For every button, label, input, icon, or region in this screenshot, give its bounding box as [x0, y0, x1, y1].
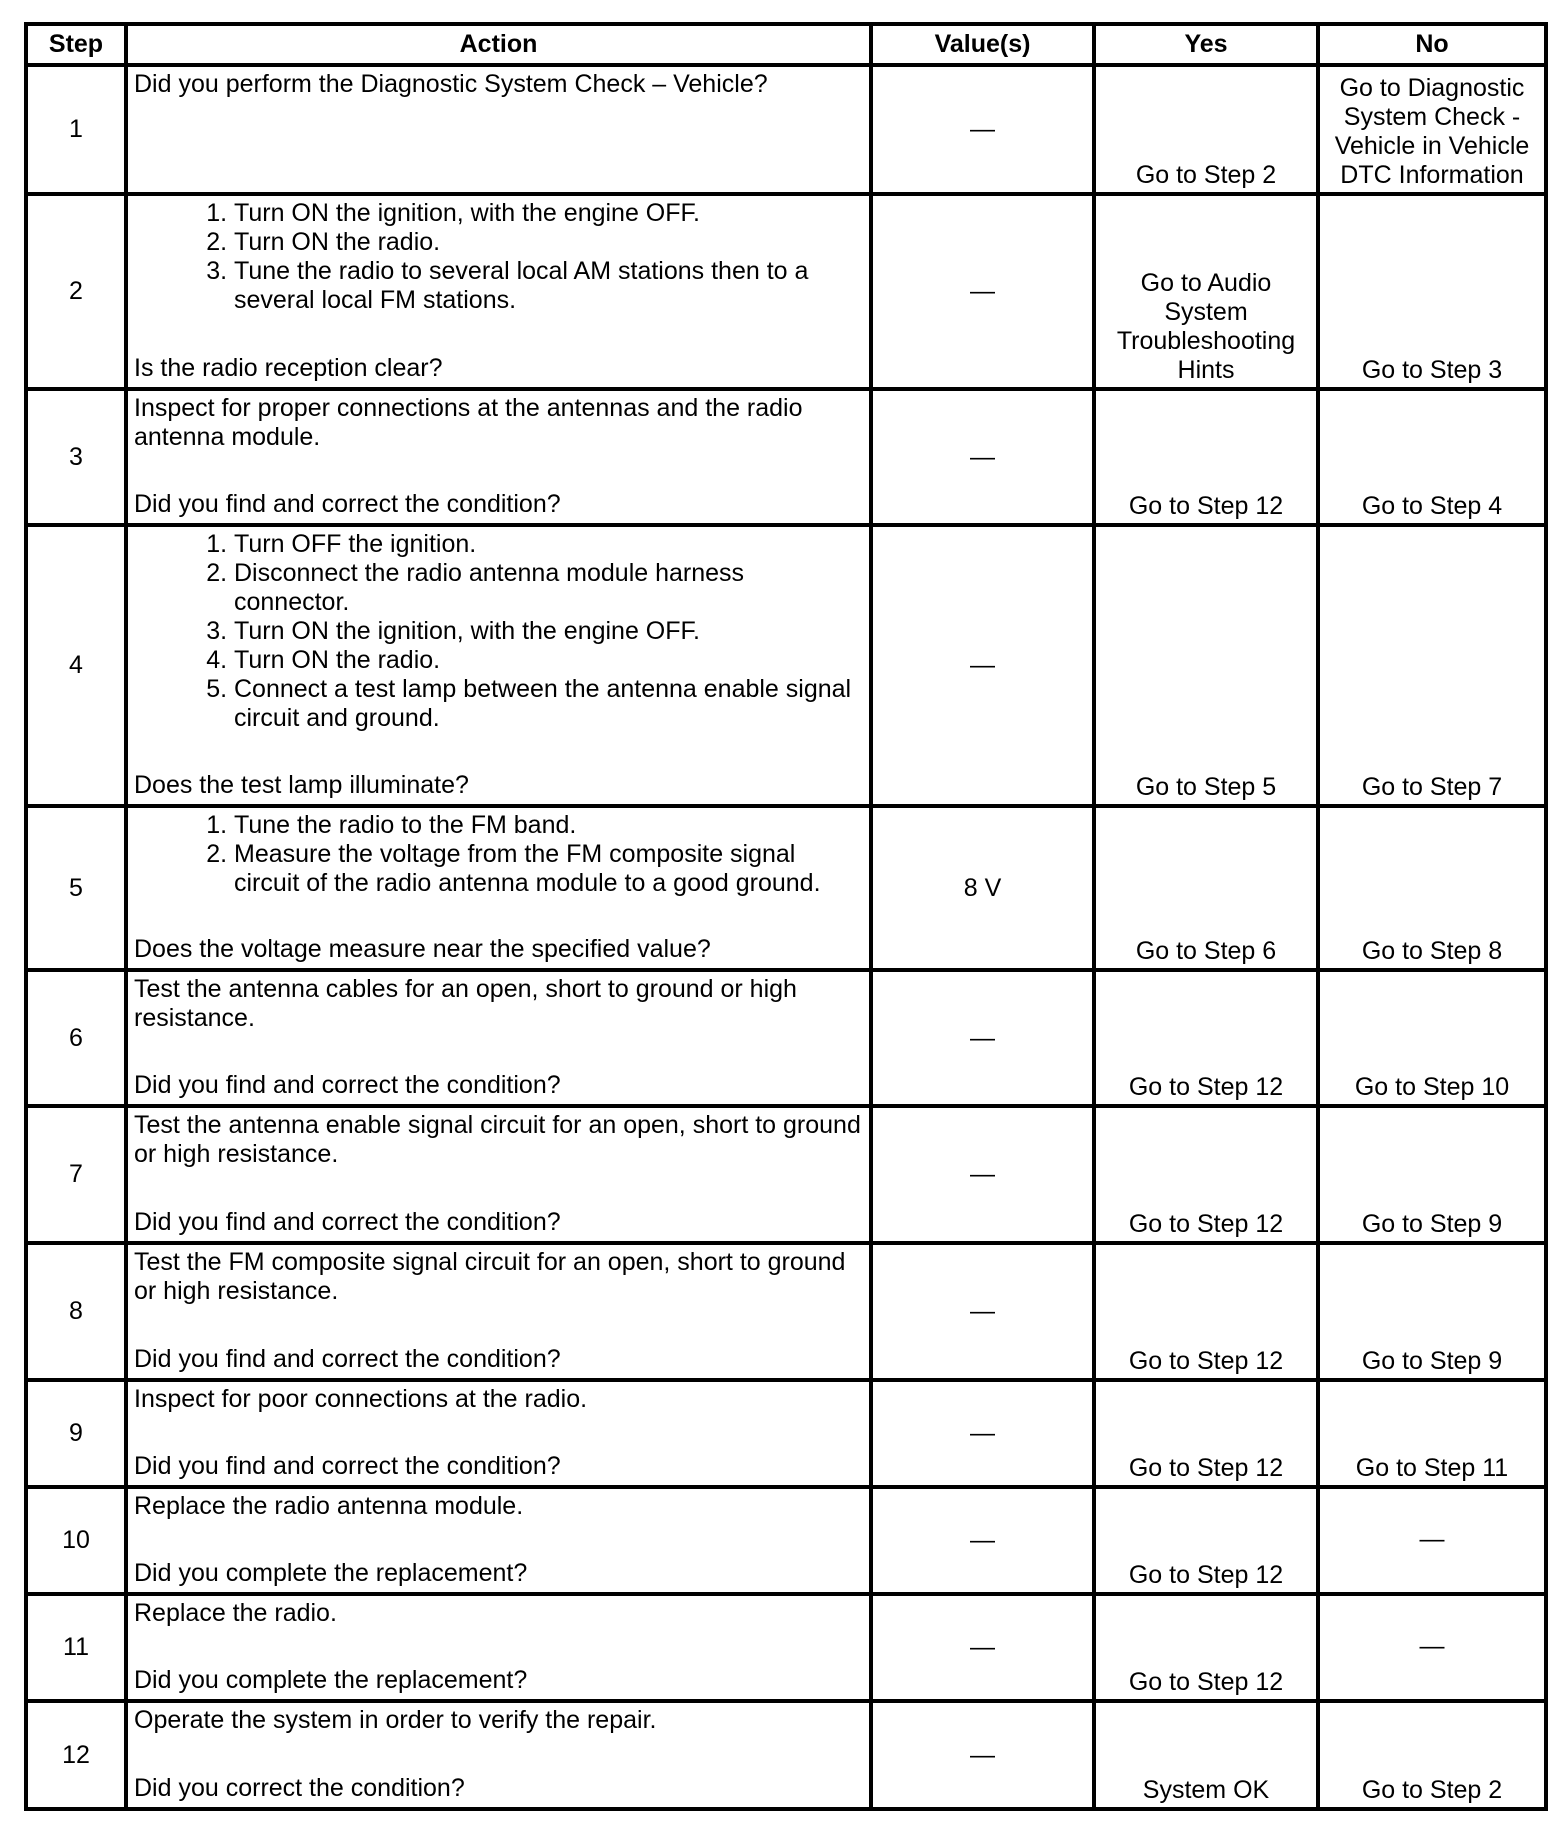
action-instruction: Replace the radio.	[134, 1599, 337, 1627]
diagnostic-table	[24, 22, 1548, 1811]
list-item: 1. Turn OFF the ignition.	[234, 530, 861, 559]
action-cell	[126, 970, 871, 1106]
header-step: Step	[26, 24, 126, 65]
yes-result: Go to Step 12	[1094, 1243, 1318, 1380]
table-row	[26, 1106, 1546, 1243]
no-result: —	[1318, 1594, 1546, 1701]
action-question: Did you find and correct the condition?	[134, 1071, 561, 1099]
no-result: Go to Diagnostic System Check - Vehicle in Vehicle DTC Information	[1318, 65, 1546, 194]
list-item: 2. Turn ON the radio.	[234, 228, 861, 257]
action-question: Does the test lamp illuminate?	[134, 771, 469, 799]
table-row	[26, 1594, 1546, 1701]
list-item: 3. Turn ON the ignition, with the engine OFF.	[234, 617, 861, 646]
action-cell	[126, 1106, 871, 1243]
action-instruction: Replace the radio antenna module.	[134, 1492, 524, 1520]
action-instruction: Test the antenna enable signal circuit for an open, short to ground or high resistance.	[134, 1111, 861, 1168]
list-item: 1. Tune the radio to the FM band.	[234, 811, 861, 840]
action-instruction: Did you perform the Diagnostic System Check – Vehicle?	[134, 70, 768, 98]
action-question: Is the radio reception clear?	[134, 354, 443, 382]
action-steps-list	[134, 199, 861, 315]
header-action: Action	[126, 24, 871, 65]
table-row	[26, 806, 1546, 970]
action-instruction: Inspect for proper connections at the antennas and the radio antenna module.	[134, 394, 803, 451]
action-cell	[126, 389, 871, 525]
no-result: Go to Step 2	[1318, 1701, 1546, 1809]
action-question: Did you correct the condition?	[134, 1774, 465, 1802]
no-result: Go to Step 9	[1318, 1243, 1546, 1380]
yes-result: Go to Step 12	[1094, 1106, 1318, 1243]
yes-result: System OK	[1094, 1701, 1318, 1809]
action-instruction: Test the antenna cables for an open, short to ground or high resistance.	[134, 975, 797, 1032]
table-body	[26, 65, 1546, 1809]
yes-result: Go to Step 12	[1094, 1594, 1318, 1701]
step-number: 3	[26, 389, 126, 525]
action-instruction: Operate the system in order to verify the repair.	[134, 1706, 657, 1734]
table-row	[26, 65, 1546, 194]
table-row	[26, 1487, 1546, 1594]
step-number: 11	[26, 1594, 126, 1701]
step-number: 5	[26, 806, 126, 970]
step-number: 9	[26, 1380, 126, 1487]
action-cell	[126, 525, 871, 806]
value-cell: —	[871, 1701, 1094, 1809]
value-cell: —	[871, 389, 1094, 525]
value-cell: —	[871, 1380, 1094, 1487]
value-cell: —	[871, 65, 1094, 194]
no-result: Go to Step 3	[1318, 194, 1546, 389]
step-number: 7	[26, 1106, 126, 1243]
list-item: 2. Measure the voltage from the FM composite signal circuit of the radio antenna module to a good ground.	[234, 840, 861, 898]
action-question: Did you complete the replacement?	[134, 1559, 528, 1587]
table-row	[26, 389, 1546, 525]
no-result: —	[1318, 1487, 1546, 1594]
action-question: Does the voltage measure near the specified value?	[134, 935, 711, 963]
step-number: 6	[26, 970, 126, 1106]
action-instruction: Inspect for poor connections at the radio.	[134, 1385, 588, 1413]
step-number: 10	[26, 1487, 126, 1594]
action-question: Did you find and correct the condition?	[134, 1452, 561, 1480]
value-cell: —	[871, 1594, 1094, 1701]
step-number: 2	[26, 194, 126, 389]
table-row	[26, 1701, 1546, 1809]
value-cell: —	[871, 525, 1094, 806]
action-question: Did you complete the replacement?	[134, 1666, 528, 1694]
list-item: 5. Connect a test lamp between the antenna enable signal circuit and ground.	[234, 675, 861, 733]
yes-result: Go to Step 12	[1094, 970, 1318, 1106]
step-number: 4	[26, 525, 126, 806]
value-cell: —	[871, 194, 1094, 389]
yes-result: Go to Step 12	[1094, 1380, 1318, 1487]
action-instruction: Test the FM composite signal circuit for an open, short to ground or high resistance.	[134, 1248, 846, 1305]
list-item: 1. Turn ON the ignition, with the engine OFF.	[234, 199, 861, 228]
action-cell	[126, 65, 871, 194]
action-steps-list	[134, 530, 861, 733]
header-values: Value(s)	[871, 24, 1094, 65]
no-result: Go to Step 8	[1318, 806, 1546, 970]
action-cell	[126, 1701, 871, 1809]
action-cell	[126, 1594, 871, 1701]
no-result: Go to Step 9	[1318, 1106, 1546, 1243]
yes-result: Go to Step 12	[1094, 389, 1318, 525]
no-result: Go to Step 10	[1318, 970, 1546, 1106]
header-yes: Yes	[1094, 24, 1318, 65]
table-row	[26, 1380, 1546, 1487]
value-cell: 8 V	[871, 806, 1094, 970]
list-item: 4. Turn ON the radio.	[234, 646, 861, 675]
action-cell	[126, 806, 871, 970]
no-result: Go to Step 11	[1318, 1380, 1546, 1487]
yes-result: Go to Step 5	[1094, 525, 1318, 806]
table-row	[26, 525, 1546, 806]
action-cell	[126, 1243, 871, 1380]
value-cell: —	[871, 1487, 1094, 1594]
table-row	[26, 194, 1546, 389]
yes-result: Go to Step 12	[1094, 1487, 1318, 1594]
header-row	[26, 24, 1546, 65]
action-question: Did you find and correct the condition?	[134, 1208, 561, 1236]
list-item: 2. Disconnect the radio antenna module harness connector.	[234, 559, 861, 617]
action-cell	[126, 1380, 871, 1487]
yes-result: Go to Step 2	[1094, 65, 1318, 194]
table-row	[26, 970, 1546, 1106]
value-cell: —	[871, 1243, 1094, 1380]
yes-result: Go to Audio System Troubleshooting Hints	[1094, 194, 1318, 389]
step-number: 12	[26, 1701, 126, 1809]
table-row	[26, 1243, 1546, 1380]
step-number: 1	[26, 65, 126, 194]
action-cell	[126, 1487, 871, 1594]
action-question: Did you find and correct the condition?	[134, 1345, 561, 1373]
no-result: Go to Step 7	[1318, 525, 1546, 806]
no-result: Go to Step 4	[1318, 389, 1546, 525]
value-cell: —	[871, 1106, 1094, 1243]
value-cell: —	[871, 970, 1094, 1106]
action-question: Did you find and correct the condition?	[134, 490, 561, 518]
step-number: 8	[26, 1243, 126, 1380]
list-item: 3. Tune the radio to several local AM stations then to a several local FM stations.	[234, 257, 861, 315]
action-cell	[126, 194, 871, 389]
yes-result: Go to Step 6	[1094, 806, 1318, 970]
action-steps-list	[134, 811, 861, 898]
header-no: No	[1318, 24, 1546, 65]
